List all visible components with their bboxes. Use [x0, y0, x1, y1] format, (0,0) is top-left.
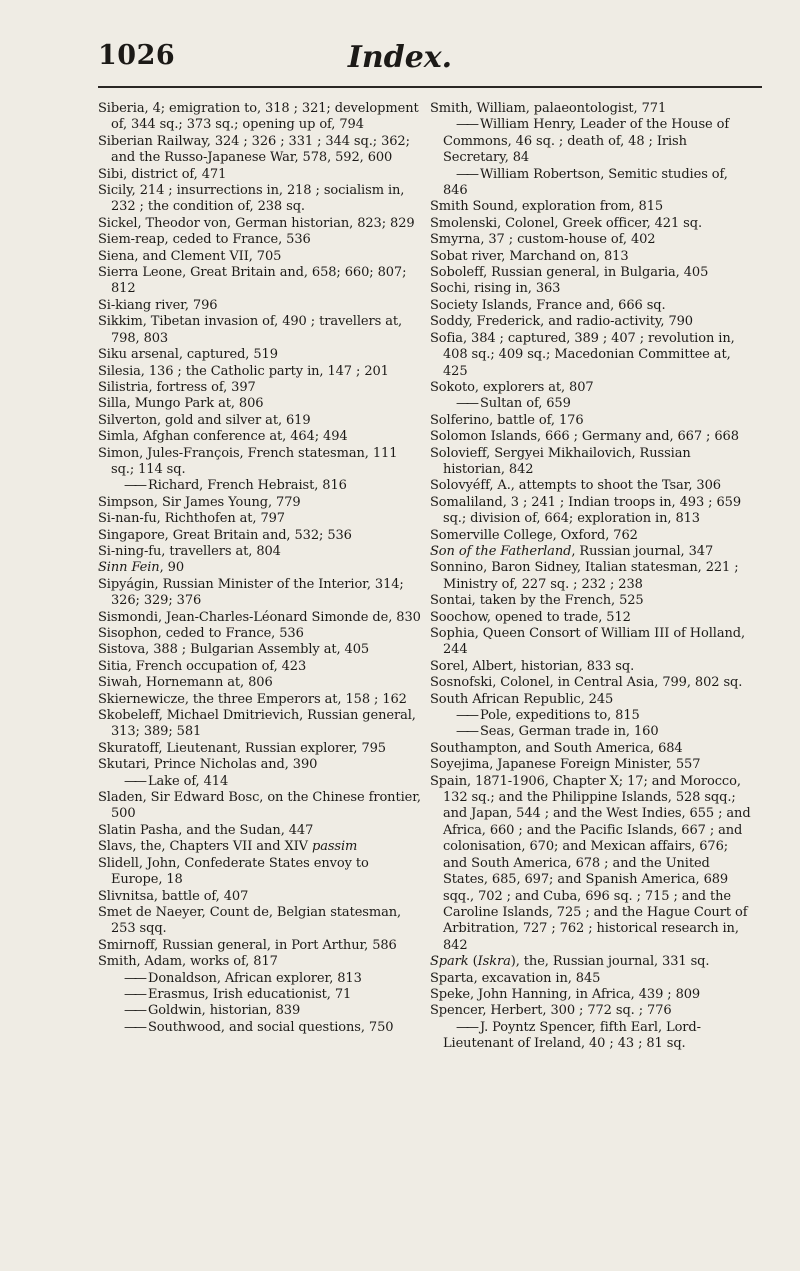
- entry-text: Sorel, Albert, historian, 833 sq.: [430, 658, 635, 674]
- entry-text: Somerville College, Oxford, 762: [430, 527, 638, 543]
- index-entry: [98, 577, 424, 610]
- entry-text: South African Republic, 245: [430, 691, 614, 707]
- italic-title: Sinn Fein: [98, 560, 160, 576]
- index-entry: [430, 593, 756, 609]
- entry-text: Sicily, 214 ; insurrections in, 218 ; socialism in, 232 ; the condition of, 238 sq.: [98, 183, 405, 215]
- index-sub-entry: [98, 774, 424, 790]
- entry-text: Seas, German trade in, 160: [480, 724, 659, 740]
- index-sub-entry: [98, 971, 424, 987]
- index-entry: [430, 987, 756, 1003]
- entry-text: Sisophon, ceded to France, 536: [98, 626, 304, 641]
- entry-text: William Robertson, Semitic studies of, 846: [443, 166, 728, 199]
- ditto-dash: ——: [456, 708, 476, 724]
- index-entry: [98, 856, 424, 889]
- index-entry: [98, 823, 424, 839]
- index-sub-entry: [430, 724, 756, 740]
- entry-text: Society Islands, France and, 666 sq.: [430, 297, 666, 313]
- index-entry: [430, 610, 756, 626]
- header-rule: [98, 86, 762, 88]
- index-entry: [98, 101, 424, 134]
- entry-text: Sochi, rising in, 363: [430, 281, 561, 297]
- entry-text: Si-nan-fu, Richthofen at, 797: [98, 511, 285, 527]
- index-entry: [98, 134, 424, 167]
- index-entry: [98, 528, 424, 544]
- entry-text: Simpson, Sir James Young, 779: [98, 494, 301, 510]
- entry-text: Spencer, Herbert, 300 ; 772 sq. ; 776: [430, 1003, 672, 1019]
- index-entry: [430, 659, 756, 675]
- index-entry: [430, 626, 756, 659]
- entry-text: Sipyágin, Russian Minister of the Interior, 314; 326; 329; 376: [98, 576, 404, 609]
- entry-text: Sibi, district of, 471: [98, 166, 227, 182]
- entry-text: Slatin Pasha, and the Sudan, 447: [98, 822, 314, 838]
- index-entry: [98, 642, 424, 658]
- index-entry: [98, 446, 424, 479]
- page-header: [0, 0, 800, 88]
- entry-text: Simon, Jules-François, French statesman, 111 sq.; 114 sq.: [98, 445, 398, 477]
- index-entry: [430, 281, 756, 297]
- entry-text: Somaliland, 3 ; 241 ; Indian troops in, 493 ; 659 sq.; division of, 664; exploration in, 813: [430, 494, 741, 527]
- entry-text: Silesia, 136 ; the Catholic party in, 147 ; 201: [98, 363, 389, 379]
- entry-text: Skobeleff, Michael Dmitrievich, Russian general, 313; 389; 581: [98, 708, 416, 740]
- entry-text: , the, Russian journal, 331 sq.: [515, 954, 710, 970]
- index-entry: [430, 249, 756, 265]
- index-sub-entry: [98, 478, 424, 494]
- index-entry: [98, 429, 424, 445]
- entry-text: Silverton, gold and silver at, 619: [98, 412, 311, 428]
- entry-text: Sobat river, Marchand on, 813: [430, 248, 629, 264]
- index-entry: [430, 298, 756, 314]
- index-entry: [430, 692, 756, 708]
- entry-text: Erasmus, Irish educationist, 71: [148, 986, 352, 1002]
- ditto-dash: ——: [456, 117, 476, 133]
- index-entry: [98, 347, 424, 363]
- index-entry: [98, 938, 424, 954]
- ditto-dash: ——: [124, 773, 144, 789]
- index-entry: [98, 790, 424, 823]
- index-entry: Spark (Iskra), the, Russian journal, 331 sq.: [430, 954, 710, 970]
- index-sub-entry: [98, 1003, 424, 1019]
- index-entry: [98, 314, 424, 347]
- index-entry: [430, 232, 756, 248]
- entry-text: Slidell, John, Confederate States envoy to Europe, 18: [98, 855, 369, 888]
- entry-text: Sontai, taken by the French, 525: [430, 593, 644, 609]
- index-entry: [430, 560, 756, 593]
- entry-text: Sophia, Queen Consort of William III of Holland, 244: [430, 626, 746, 658]
- index-sub-entry: [430, 396, 756, 412]
- entry-text: Sparta, excavation in, 845: [430, 970, 601, 986]
- entry-text: Simla, Afghan conference at, 464; 494: [98, 429, 348, 445]
- index-entry: [430, 446, 756, 479]
- entry-text: Sikkim, Tibetan invasion of, 490 ; travellers at, 798, 803: [98, 314, 403, 346]
- index-sub-entry: [430, 117, 756, 166]
- index-entry: [98, 708, 424, 741]
- index-column-left: [98, 101, 424, 1036]
- entry-text: Smith, Adam, works of, 817: [98, 954, 278, 970]
- entry-text: Smet de Naeyer, Count de, Belgian statesman, 253 sqq.: [98, 904, 402, 937]
- index-entry: [98, 183, 424, 216]
- entry-text: Sokoto, explorers at, 807: [430, 379, 594, 395]
- index-entry: [430, 528, 756, 544]
- index-entry: [98, 610, 424, 626]
- index-entry: [98, 741, 424, 757]
- index-entry: [430, 413, 756, 429]
- index-entry: [430, 429, 756, 445]
- entry-text: Solovyéff, A., attempts to shoot the Tsar, 306: [430, 478, 721, 494]
- entry-text: Silistria, fortress of, 397: [98, 379, 256, 395]
- entry-text: Solovieff, Sergyei Mikhailovich, Russian historian, 842: [430, 445, 691, 477]
- entry-text: Slavs, the, Chapters VII and XIV: [98, 839, 308, 855]
- entry-text: Sistova, 388 ; Bulgarian Assembly at, 405: [98, 642, 370, 658]
- index-entry: [430, 478, 756, 494]
- entry-text: Sultan of, 659: [480, 396, 571, 412]
- index-entry: [430, 331, 756, 380]
- index-entry: [98, 265, 424, 298]
- entry-text: Siwah, Hornemann at, 806: [98, 675, 273, 691]
- ditto-dash: ——: [124, 970, 144, 986]
- entry-text: Smyrna, 37 ; custom-house of, 402: [430, 232, 656, 248]
- index-entry: [98, 954, 424, 970]
- entry-text: Smith Sound, exploration from, 815: [430, 199, 664, 215]
- entry-text: Soochow, opened to trade, 512: [430, 609, 631, 625]
- index-entry: [98, 380, 424, 396]
- index-entry: [430, 495, 756, 528]
- index-sub-entry: [430, 708, 756, 724]
- entry-text: Silla, Mungo Park at, 806: [98, 396, 264, 412]
- index-entry: [98, 511, 424, 527]
- entry-text: Slivnitsa, battle of, 407: [98, 888, 249, 904]
- entry-text: Siena, and Clement VII, 705: [98, 248, 282, 264]
- index-entry: [98, 364, 424, 380]
- index-entry: [430, 314, 756, 330]
- entry-text: Si-kiang river, 796: [98, 297, 218, 313]
- entry-text: Soboleff, Russian general, in Bulgaria, 405: [430, 265, 709, 281]
- italic-title: Son of the Fatherland: [430, 543, 572, 559]
- index-entry: [98, 396, 424, 412]
- entry-text: , 90: [159, 560, 184, 576]
- entry-text: Sosnofski, Colonel, in Central Asia, 799, 802 sq.: [430, 675, 743, 691]
- entry-text: Si-ning-fu, travellers at, 804: [98, 543, 281, 559]
- entry-text: Sladen, Sir Edward Bosc, on the Chinese frontier, 500: [98, 790, 421, 822]
- ditto-dash: ——: [456, 396, 476, 412]
- entry-text: Siberian Railway, 324 ; 326 ; 331 ; 344 sq.; 362; and the Russo-Japanese War, 578, 592, 600: [98, 133, 410, 166]
- entry-text: Pole, expeditions to, 815: [480, 708, 640, 724]
- index-entry: [430, 757, 756, 773]
- index-entry: [98, 659, 424, 675]
- ditto-dash: ——: [456, 166, 476, 182]
- entry-text: Goldwin, historian, 839: [148, 1003, 301, 1019]
- ditto-dash: ——: [124, 1019, 144, 1035]
- entry-text: Spain, 1871-1906, Chapter X; 17; and Morocco, 132 sq.; and the Philippine Islands, 528 sqq.; and Japan, 544 ; and the West Indies, 655 ; and Africa, 660 ; and the Pacific Islands, 667 ; and colonisation, 670; and Mexican affairs, 676; and South America, 678 ; and the United States, 685, 697; and Spanish America, 689 sqq., 702 ; and Cuba, 696 sq. ; 715 ; and the Caroline Islands, 725 ; and the Hague Court of Arbitration, 727 ; 762 ; historical research in, 842: [430, 773, 751, 953]
- index-entry: [98, 216, 424, 232]
- entry-text: Sierra Leone, Great Britain and, 658; 660; 807; 812: [98, 265, 407, 297]
- index-entry: [98, 839, 424, 855]
- entry-text: Siku arsenal, captured, 519: [98, 347, 278, 363]
- index-entry: [430, 101, 756, 117]
- index-entry: [430, 544, 756, 560]
- ditto-dash: ——: [456, 724, 476, 740]
- index-entry: [98, 249, 424, 265]
- entry-text: Lake of, 414: [148, 773, 229, 789]
- entry-text: Southwood, and social questions, 750: [148, 1019, 394, 1035]
- entry-text: Singapore, Great Britain and, 532; 536: [98, 527, 352, 543]
- entry-text: Skuratoff, Lieutenant, Russian explorer, 795: [98, 740, 386, 756]
- entry-text: William Henry, Leader of the House of Commons, 46 sq. ; death of, 48 ; Irish Secretary, 84: [443, 117, 730, 166]
- index-column-right: [430, 101, 756, 1053]
- entry-text: Skutari, Prince Nicholas and, 390: [98, 757, 318, 773]
- index-entry: [430, 774, 756, 954]
- entry-text: Sismondi, Jean-Charles-Léonard Simonde de, 830: [98, 609, 421, 625]
- index-entry: [430, 741, 756, 757]
- entry-text: Smolenski, Colonel, Greek officer, 421 sq.: [430, 215, 702, 231]
- index-entry: [98, 626, 424, 642]
- index-entry: [98, 692, 424, 708]
- entry-text: Richard, French Hebraist, 816: [148, 478, 347, 494]
- ditto-dash: ——: [456, 1019, 476, 1035]
- ditto-dash: ——: [124, 986, 144, 1002]
- entry-text: Soyejima, Japanese Foreign Minister, 557: [430, 757, 701, 773]
- entry-text: Smith, William, palaeontologist, 771: [430, 101, 667, 116]
- entry-text: Skiernewicze, the three Emperors at, 158 ; 162: [98, 691, 407, 707]
- entry-text: Donaldson, African explorer, 813: [148, 970, 362, 986]
- index-entry: [98, 757, 424, 773]
- entry-text: Sickel, Theodor von, German historian, 823; 829: [98, 215, 415, 231]
- entry-text: Sonnino, Baron Sidney, Italian statesman, 221 ; Ministry of, 227 sq. ; 232 ; 238: [430, 560, 739, 592]
- running-head-title: Index.: [347, 40, 453, 75]
- entry-text: Soddy, Frederick, and radio-activity, 790: [430, 314, 693, 330]
- index-sub-entry: [430, 1020, 756, 1053]
- italic-title: Spark: [430, 954, 469, 970]
- index-entry: [98, 905, 424, 938]
- entry-text: Southampton, and South America, 684: [430, 740, 683, 756]
- entry-text: Sofia, 384 ; captured, 389 ; 407 ; revolution in, 408 sq.; 409 sq.; Macedonian Committee at, 425: [430, 330, 735, 379]
- entry-text: Sitia, French occupation of, 423: [98, 658, 307, 674]
- entry-text: Siberia, 4; emigration to, 318 ; 321; development of, 344 sq.; 373 sq.; opening up of, 794: [98, 101, 419, 133]
- entry-text: Solferino, battle of, 176: [430, 412, 584, 428]
- index-entry: [98, 544, 424, 560]
- index-sub-entry: [430, 167, 756, 200]
- index-entry: [98, 232, 424, 248]
- italic-title: Iskra: [477, 954, 511, 970]
- index-entry: [430, 1003, 756, 1019]
- index-entry: [98, 675, 424, 691]
- index-entry: [98, 495, 424, 511]
- index-entry: [430, 265, 756, 281]
- page-number: 1026: [98, 40, 176, 71]
- italic-suffix: passim: [307, 839, 358, 855]
- entry-text: J. Poyntz Spencer, fifth Earl, Lord-Lieutenant of Ireland, 40 ; 43 ; 81 sq.: [443, 1019, 701, 1052]
- index-entry: [98, 413, 424, 429]
- index-entry: [98, 560, 424, 576]
- entry-text: Solomon Islands, 666 ; Germany and, 667 ; 668: [430, 429, 739, 445]
- index-entry: [430, 216, 756, 232]
- index-entry: [430, 380, 756, 396]
- entry-text: Siem-reap, ceded to France, 536: [98, 232, 311, 248]
- ditto-dash: ——: [124, 478, 144, 494]
- index-entry: [430, 675, 756, 691]
- entry-text: Smirnoff, Russian general, in Port Arthur, 586: [98, 937, 397, 953]
- entry-text: , Russian journal, 347: [571, 543, 714, 559]
- index-entry: [430, 199, 756, 215]
- index-entry: [430, 971, 756, 987]
- index-sub-entry: [98, 1020, 424, 1036]
- index-entry: [98, 167, 424, 183]
- index-sub-entry: [98, 987, 424, 1003]
- index-entry: [98, 889, 424, 905]
- entry-text: Speke, John Hanning, in Africa, 439 ; 809: [430, 986, 701, 1002]
- index-entry: [98, 298, 424, 314]
- ditto-dash: ——: [124, 1003, 144, 1019]
